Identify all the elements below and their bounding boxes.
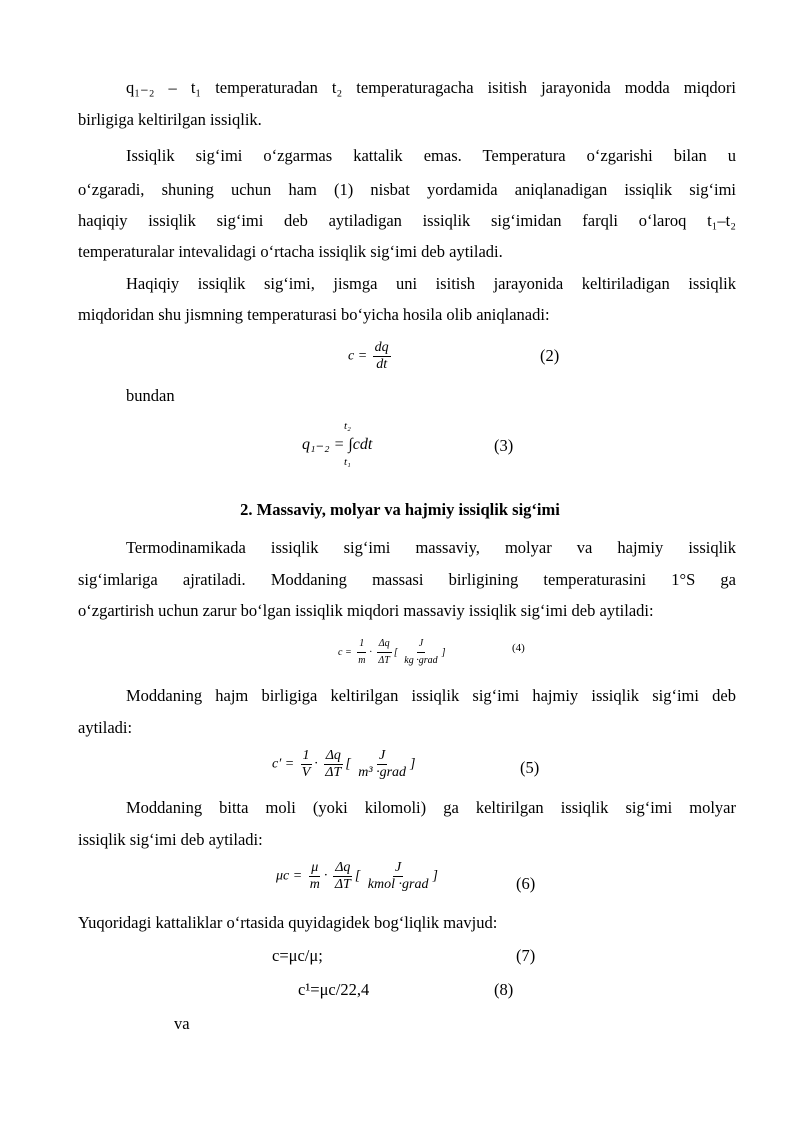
paragraph-line: Moddaning bitta moli (yoki kilomoli) ga keltirilgan issiqlik sig‘imi molyar xyxy=(126,798,736,817)
paragraph-line: Moddaning hajm birligiga keltirilgan issiqlik sig‘imi hajmiy issiqlik sig‘imi deb xyxy=(126,686,736,705)
eq6-unit-den: kmol ·grad xyxy=(367,877,429,892)
equation-label: (6) xyxy=(516,874,536,893)
eq4-f2-den: ΔT xyxy=(378,655,390,666)
section-heading: 2. Massaviy, molyar va hajmiy issiqlik sig‘imi xyxy=(240,500,560,519)
paragraph-line: temperaturalar intevalidagi o‘rtacha issiqlik sig‘imi deb aytiladi. xyxy=(78,242,503,261)
eq4-lhs: c = xyxy=(338,646,352,658)
eq3-upper-limit: t₂ xyxy=(344,420,351,432)
paragraph-line: Yuqoridagi kattaliklar o‘rtasida quyidagidek bog‘liqlik mavjud: xyxy=(78,913,498,932)
eq2-numerator: dq xyxy=(374,340,389,355)
eq6-unit-num: J xyxy=(395,860,402,875)
eq6-f1-den: m xyxy=(309,877,320,892)
paragraph-line: Haqiqiy issiqlik sig‘imi, jismga uni isitish jarayonida keltiriladigan issiqlik xyxy=(126,274,736,293)
eq4-f2-num: Δq xyxy=(377,636,392,653)
eq6-f1-num: μ xyxy=(311,860,319,875)
paragraph-line: aytiladi: xyxy=(78,718,133,737)
eq5-f1-num: 1 xyxy=(302,748,310,763)
equation-8: c¹=μc/22,4 xyxy=(298,980,370,999)
paragraph-line: haqiqiy issiqlik sig‘imi deb aytiladigan issiqlik sig‘imidan farqli o‘laroq t₁–t₂ xyxy=(78,211,736,230)
eq4-f1-den: m xyxy=(358,655,366,666)
eq5-f2-num: Δq xyxy=(325,748,341,763)
equation-2 xyxy=(348,340,393,373)
paragraph-line: o‘zgartirish uchun zarur bo‘lgan issiqlik miqdori massaviy issiqlik sig‘imi deb aytiladi: xyxy=(78,601,654,620)
equation-label: (5) xyxy=(520,758,540,777)
eq2-lhs: c = xyxy=(348,348,368,364)
eq4-unit-num: J xyxy=(417,636,425,653)
paragraph-line: issiqlik sig‘imi deb aytiladi: xyxy=(78,830,263,849)
eq5-f2-den: ΔT xyxy=(325,765,342,780)
equation-4: c = $\frac{1}{m}$ · $\frac{\Delta q}{\Delta T}$ [ $\frac{J}{\text{kg ·grad}}$ ] xyxy=(338,636,446,669)
equation-label: (2) xyxy=(540,346,560,365)
equation-6: μc = $\frac{\mu}{m}$ · $\frac{\Delta q}{\Delta T}$ [ $\frac{J}{\text{kmol ·grad}}$ ] xyxy=(276,860,438,892)
eq3-lhs: q₁₋₂ = ∫cdt xyxy=(302,436,373,453)
equation-label: (3) xyxy=(494,436,514,455)
paragraph-line: birligiga keltirilgan issiqlik. xyxy=(78,110,262,129)
paragraph-line: q₁₋₂ – t₁ temperaturadan t₂ temperaturagacha isitish jarayonida modda miqdori xyxy=(126,78,736,97)
eq4-unit-den: kg ·grad xyxy=(404,655,438,666)
paragraph-line: sig‘imlariga ajratiladi. Moddaning massasi birligining temperaturasini 1°S ga xyxy=(78,570,736,589)
eq3-lower-limit: t₁ xyxy=(344,456,351,468)
paragraph-line: miqdoridan shu jismning temperaturasi bo‘yicha hosila olib aniqlanadi: xyxy=(78,305,550,324)
equation-label: (8) xyxy=(494,980,514,999)
eq6-f2-num: Δq xyxy=(335,860,351,875)
eq5-unit-num: J xyxy=(379,748,386,763)
paragraph-line: Issiqlik sig‘imi o‘zgarmas kattalik emas. Temperatura o‘zgarishi bilan u xyxy=(126,146,736,165)
paragraph-line: bundan xyxy=(126,386,175,405)
eq5-lhs: c′ = xyxy=(272,756,295,772)
eq6-f2-den: ΔT xyxy=(334,877,351,892)
equation-label: (4) xyxy=(512,642,525,654)
paragraph-line: o‘zgaradi, shuning uchun ham (1) nisbat yordamida aniqlanadigan issiqlik sig‘imi xyxy=(78,180,736,199)
equation-5: c′ = $\frac{1}{V}$ · $\frac{\Delta q}{\Delta T}$ [ $\frac{J}{\text{m³ ·grad}}$ ] xyxy=(272,748,416,780)
eq5-f1-den: V xyxy=(301,765,311,780)
equation-label: (7) xyxy=(516,946,536,965)
eq5-unit-den: m³ ·grad xyxy=(358,765,407,780)
paragraph-line: va xyxy=(174,1014,190,1033)
equation-7: c=μc/μ; xyxy=(272,946,323,965)
eq4-f1-num: 1 xyxy=(357,636,366,653)
paragraph-line: Termodinamikada issiqlik sig‘imi massaviy, molyar va hajmiy issiqlik xyxy=(126,538,736,557)
eq2-denominator: dt xyxy=(376,357,388,372)
eq6-lhs: μc = xyxy=(276,868,303,884)
